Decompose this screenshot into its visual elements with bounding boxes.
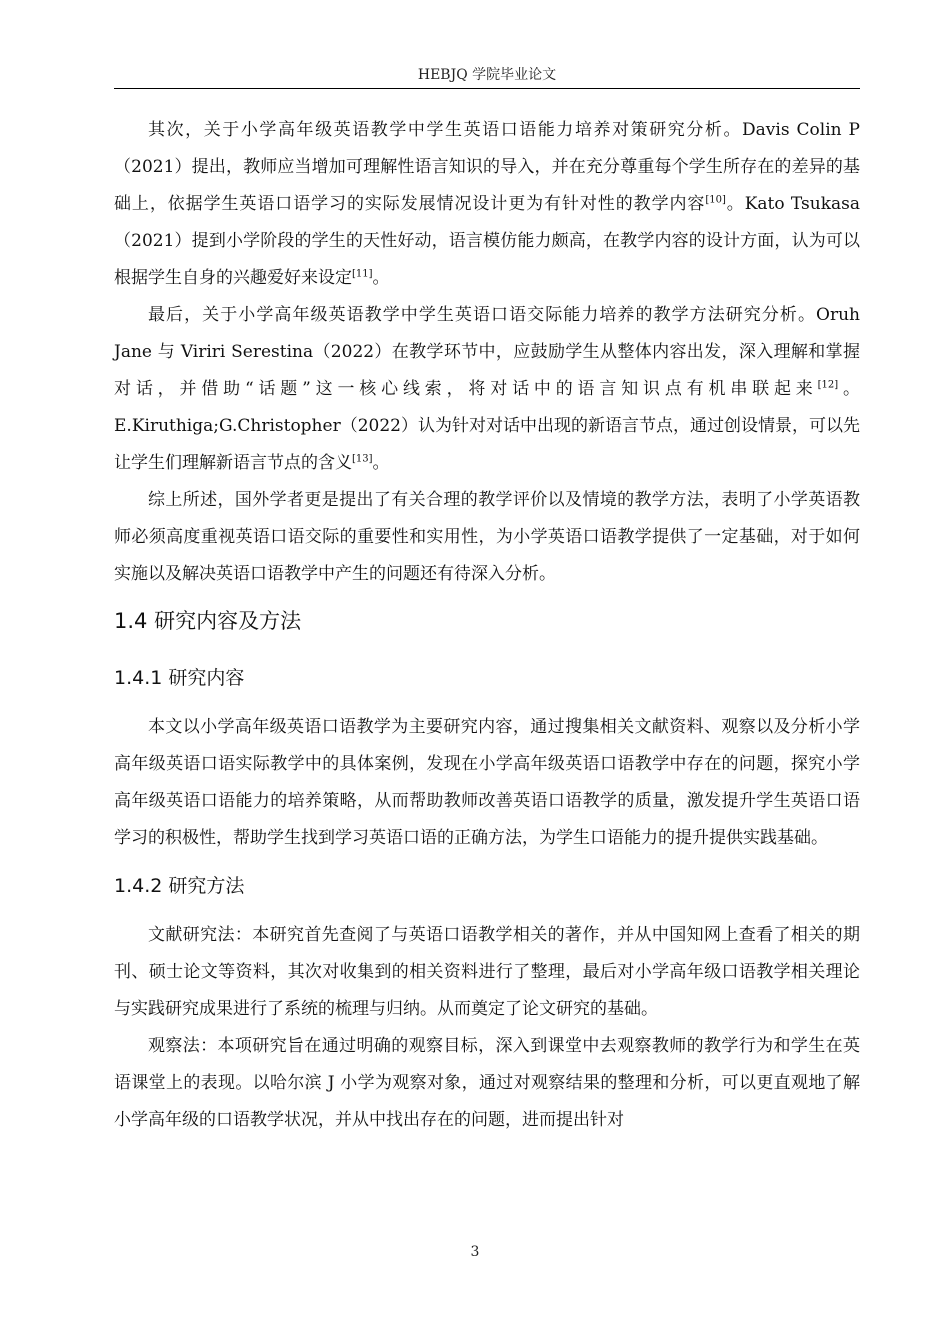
running-header: HEBJQ 学院毕业论文 <box>417 67 557 83</box>
citation-ref: [13] <box>352 453 373 465</box>
paragraph-research-content: 本文以小学高年级英语口语教学为主要研究内容，通过搜集相关文献资料、观察以及分析小学高年级英语口语实际教学中的具体案例，发现在小学高年级英语口语教学中存在的问题，探究小学高年级英语口语能力的培养策略，从而帮助教师改善英语口语教学的质量，激发提升学生英语口语学习的积极性，帮助学生找到学习英语口语的正确方法，为学生口语能力的提升提供实践基础。 <box>114 717 860 848</box>
paragraph-literature-method: 文献研究法：本研究首先查阅了与英语口语教学相关的著作，并从中国知网上查看了相关的期刊、硕士论文等资料，其次对收集到的相关资料进行了整理，最后对小学高年级口语教学相关理论与实践研究成果进行了系统的梳理与归纳。从而奠定了论文研究的基础。 <box>114 925 860 1019</box>
citation-ref: [12] <box>817 379 839 391</box>
paragraph-observation-method: 观察法：本项研究旨在通过明确的观察目标，深入到课堂中去观察教师的教学行为和学生在英语课堂上的表现。以哈尔滨 J 小学为观察对象，通过对观察结果的整理和分析，可以更直观地了解小学高年级的口语教学状况，并从中找出存在的问题，进而提出针对 <box>114 1036 860 1130</box>
header-divider <box>114 88 860 89</box>
citation-ref: [11] <box>352 268 373 280</box>
citation-ref: [10] <box>705 194 726 206</box>
paragraph-text: 。Kato Tsukasa（2021）提到小学阶段的学生的天性好动，语言模仿能力颇高，在教学内容的设计方面，认为可以根据学生自身的兴趣爱好来设定 <box>114 194 860 288</box>
subsection-heading: 1.4.2 研究方法 <box>114 875 245 897</box>
subsection-heading: 1.4.1 研究内容 <box>114 667 245 689</box>
section-heading: 1.4 研究内容及方法 <box>114 609 302 633</box>
paragraph-strategy-research <box>114 112 860 297</box>
paragraph-text: 。 <box>372 453 390 473</box>
page-body <box>114 112 860 1139</box>
paragraph-text: 其次，关于小学高年级英语教学中学生英语口语能力培养对策研究分析。Davis Colin P（2021）提出，教师应当增加可理解性语言知识的导入，并在充分尊重每个学生所存在的差异的基础上，依据学生英语口语学习的实际发展情况设计更为有针对性的教学内容 <box>114 120 860 214</box>
page-number: 3 <box>470 1244 480 1260</box>
paragraph-text: 。 <box>372 268 390 288</box>
paragraph-method-research <box>114 297 860 482</box>
paragraph-summary: 综上所述，国外学者更是提出了有关合理的教学评价以及情境的教学方法，表明了小学英语教师必须高度重视英语口语交际的重要性和实用性，为小学英语口语教学提供了一定基础，对于如何实施以及解决英语口语教学中产生的问题还有待深入分析。 <box>114 490 860 584</box>
paragraph-text: 最后，关于小学高年级英语教学中学生英语口语交际能力培养的教学方法研究分析。Oruh Jane 与 Viriri Serestina（2022）在教学环节中，应鼓励学生从整体内容出发，深入理解和掌握对话，并借助“话题”这一核心线索，将对话中的语言知识点有机串联起来 <box>114 305 860 399</box>
paragraph-text: 。E.Kiruthiga;G.Christopher（2022）认为针对对话中出现的新语言节点，通过创设情景，可以先让学生们理解新语言节点的含义 <box>114 379 860 473</box>
